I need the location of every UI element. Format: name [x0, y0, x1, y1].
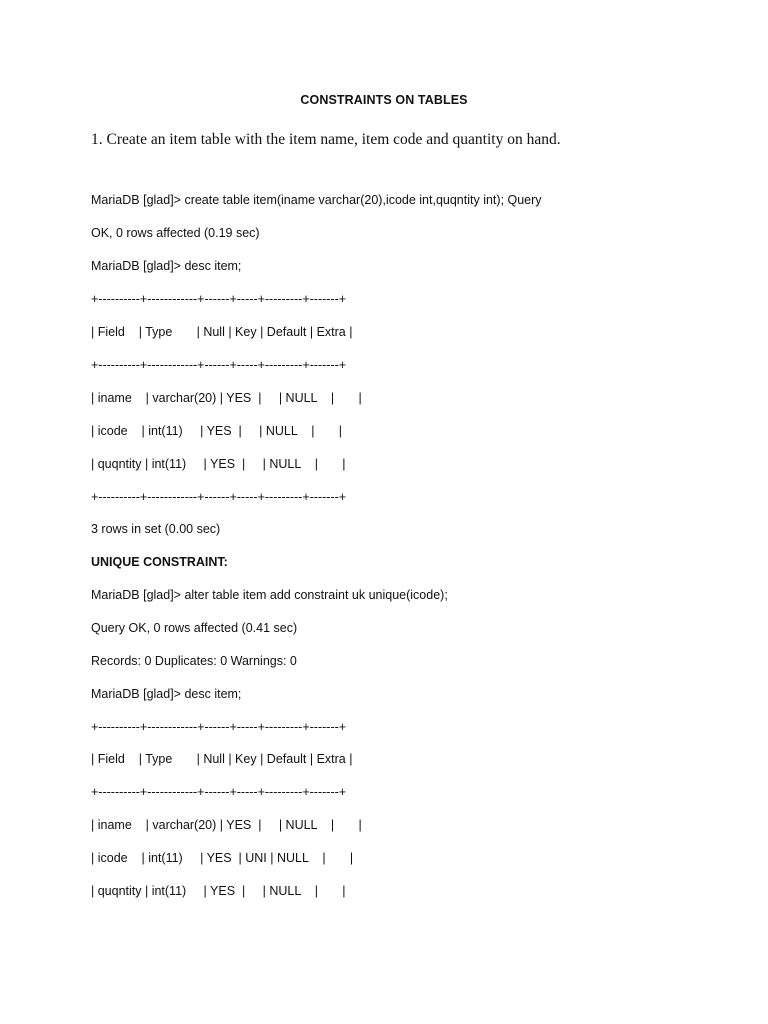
table-border-line: +----------+------------+------+-----+---------+-------+	[91, 358, 347, 372]
sql-create-command: MariaDB [glad]> create table item(iname varchar(20),icode int,quqntity int); Query	[91, 193, 542, 207]
records-summary: Records: 0 Duplicates: 0 Warnings: 0	[91, 654, 297, 668]
table-border-line: +----------+------------+------+-----+---------+-------+	[91, 785, 347, 799]
table-border-line: +----------+------------+------+-----+---------+-------+	[91, 292, 347, 306]
page-title: CONSTRAINTS ON TABLES	[300, 93, 468, 107]
sql-alter-result: Query OK, 0 rows affected (0.41 sec)	[91, 621, 298, 635]
sql-alter-command: MariaDB [glad]> alter table item add constraint uk unique(icode);	[91, 588, 448, 602]
section-heading: UNIQUE CONSTRAINT:	[91, 555, 228, 569]
table-border-line: +----------+------------+------+-----+---------+-------+	[91, 720, 347, 734]
table-row: | iname | varchar(20) | YES | | NULL | |	[91, 818, 362, 832]
table-row: | quqntity | int(11) | YES | | NULL | |	[91, 884, 346, 898]
sql-desc-command: MariaDB [glad]> desc item;	[91, 687, 242, 701]
table-header-row: | Field | Type | Null | Key | Default | Extra |	[91, 325, 353, 339]
question-text: 1. Create an item table with the item name, item code and quantity on hand.	[91, 131, 561, 148]
rows-in-set-text: 3 rows in set (0.00 sec)	[91, 522, 221, 536]
table-border-line: +----------+------------+------+-----+---------+-------+	[91, 490, 347, 504]
table-row: | quqntity | int(11) | YES | | NULL | |	[91, 457, 346, 471]
table-row: | icode | int(11) | YES | UNI | NULL | |	[91, 851, 354, 865]
sql-desc-command: MariaDB [glad]> desc item;	[91, 259, 242, 273]
table-row: | iname | varchar(20) | YES | | NULL | |	[91, 391, 362, 405]
table-header-row: | Field | Type | Null | Key | Default | Extra |	[91, 752, 353, 766]
sql-create-result: OK, 0 rows affected (0.19 sec)	[91, 226, 260, 240]
table-row: | icode | int(11) | YES | | NULL | |	[91, 424, 343, 438]
